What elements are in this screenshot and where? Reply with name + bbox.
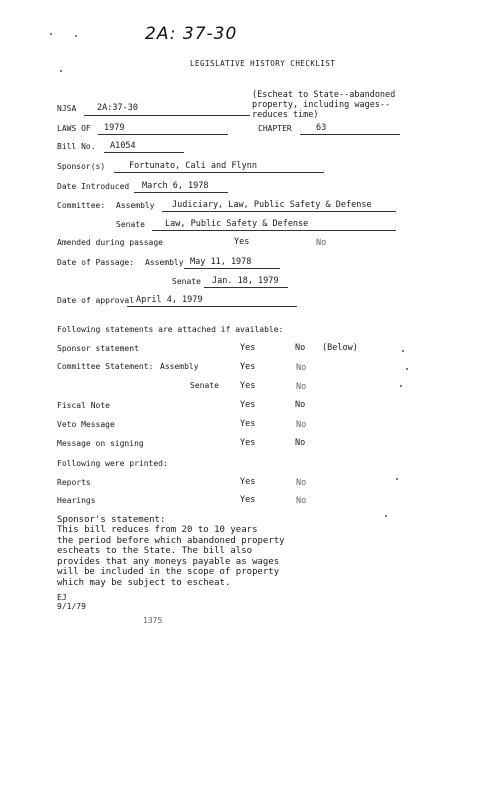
- printed-heading: Following were printed:: [57, 459, 168, 468]
- scan-speck: [75, 35, 77, 37]
- sponsor-statement-line-5: will be included in the scope of property: [57, 567, 280, 577]
- amended-label: Amended during passage: [57, 238, 163, 247]
- committee-statement-assembly-no: No: [296, 363, 307, 373]
- scan-speck: [396, 478, 398, 480]
- passage-assembly-value: May 11, 1978: [190, 257, 252, 267]
- page-number: 1375: [143, 616, 163, 625]
- njsa-underline: [84, 115, 250, 116]
- sponsor-statement-no: No: [295, 343, 306, 353]
- scan-speck: [60, 70, 62, 72]
- chapter-value: 63: [316, 123, 327, 133]
- scan-speck: [406, 368, 408, 370]
- amended-yes-text: Yes: [234, 237, 250, 247]
- fiscal-note-label: Fiscal Note: [57, 401, 110, 410]
- fiscal-note-yes: Yes: [240, 400, 256, 410]
- scan-speck: [402, 350, 404, 352]
- reports-yes: Yes: [240, 477, 256, 487]
- passage-senate-underline: [204, 287, 288, 288]
- laws-of-label: LAWS OF: [57, 124, 91, 133]
- document-title: LEGISLATIVE HISTORY CHECKLIST: [190, 59, 336, 68]
- amended-yes: [234, 237, 249, 247]
- passage-label: Date of Passage:: [57, 258, 135, 267]
- committee-statement-senate-yes: Yes: [240, 381, 256, 391]
- laws-of-value: 1979: [104, 123, 125, 133]
- sponsor-statement-yes: Yes: [240, 343, 256, 353]
- njsa-value: 2A:37-30: [97, 103, 138, 113]
- committee-assembly-underline: [162, 211, 396, 212]
- passage-senate-value: Jan. 18, 1979: [212, 276, 279, 286]
- sponsor-statement-line-6: which may be subject to escheat.: [57, 577, 231, 588]
- veto-message-label: Veto Message: [57, 420, 115, 429]
- committee-statement-assembly-label: Assembly: [160, 362, 199, 371]
- sponsors-underline: [114, 172, 324, 173]
- bill-no-value: A1054: [110, 141, 136, 151]
- date-introduced-label: Date Introduced: [57, 182, 130, 191]
- committee-label: Committee:: [57, 201, 106, 210]
- sponsor-statement-line-2: the period before which abandoned property: [57, 535, 285, 546]
- sponsor-statement-line-4: provides that any moneys payable as wages: [57, 556, 280, 567]
- committee-assembly-label: Assembly: [116, 201, 155, 210]
- sponsors-value: Fortunato, Cali and Flynn: [129, 161, 257, 171]
- bill-no-label: Bill No.: [57, 142, 96, 151]
- bill-no-underline: [104, 152, 184, 153]
- scan-speck: [50, 33, 52, 35]
- veto-message-yes: Yes: [240, 419, 256, 429]
- reports-label: Reports: [57, 478, 91, 487]
- hearings-yes: Yes: [240, 495, 256, 505]
- approval-label: Date of approval: [57, 296, 135, 305]
- approval-underline: [127, 306, 297, 307]
- hearings-label: Hearings: [57, 496, 96, 505]
- subject-line-3: reduces time): [252, 110, 319, 120]
- statements-heading: Following statements are attached if available:: [57, 325, 284, 334]
- sponsors-label: Sponsor(s): [57, 162, 106, 171]
- amended-no: No: [316, 238, 327, 248]
- approval-value: April 4, 1979: [136, 295, 203, 305]
- committee-statement-assembly-yes: Yes: [240, 362, 256, 372]
- sponsor-statement-note: (Below): [322, 343, 358, 353]
- reports-no: No: [296, 478, 307, 488]
- committee-senate-label: Senate: [116, 220, 145, 229]
- chapter-label: CHAPTER: [258, 124, 292, 133]
- subject-line-2: property, including wages--: [252, 100, 391, 110]
- sponsor-statement-label: Sponsor statement: [57, 344, 139, 353]
- signing-message-label: Message on signing: [57, 439, 144, 448]
- subject-line-1: (Escheat to State--abandoned: [252, 90, 396, 100]
- passage-assembly-underline: [184, 268, 280, 269]
- handwritten-number: 2A: 37-30: [145, 24, 238, 44]
- njsa-label: NJSA: [57, 104, 77, 113]
- initials: EJ: [57, 593, 67, 602]
- committee-statement-senate-no: No: [296, 382, 307, 392]
- signing-message-no: No: [295, 438, 306, 448]
- footer-date: 9/1/79: [57, 602, 86, 611]
- committee-senate-underline: [152, 230, 396, 231]
- date-introduced-value: March 6, 1978: [142, 181, 209, 191]
- sponsor-statement-line-3: escheats to the State. The bill also: [57, 546, 253, 556]
- hearings-no: No: [296, 496, 307, 506]
- veto-message-no: No: [296, 420, 307, 430]
- fiscal-note-no: No: [295, 400, 306, 410]
- sponsor-statement-heading: Sponsor's statement:: [57, 515, 166, 525]
- committee-senate-value: Law, Public Safety & Defense: [165, 219, 309, 229]
- committee-assembly-value: Judiciary, Law, Public Safety & Defense: [172, 200, 372, 210]
- sponsor-statement-line-1: This bill reduces from 20 to 10 years: [57, 525, 258, 535]
- passage-senate-label: Senate: [172, 277, 201, 286]
- signing-message-yes: Yes: [240, 438, 256, 448]
- chapter-underline: [300, 134, 400, 135]
- scan-speck: [385, 515, 387, 517]
- laws-of-underline: [98, 134, 228, 135]
- passage-assembly-label: Assembly: [145, 258, 184, 267]
- date-introduced-underline: [134, 192, 228, 193]
- committee-statement-label: Committee Statement:: [57, 362, 154, 371]
- committee-statement-senate-label: Senate: [190, 381, 219, 390]
- scan-speck: [400, 385, 402, 387]
